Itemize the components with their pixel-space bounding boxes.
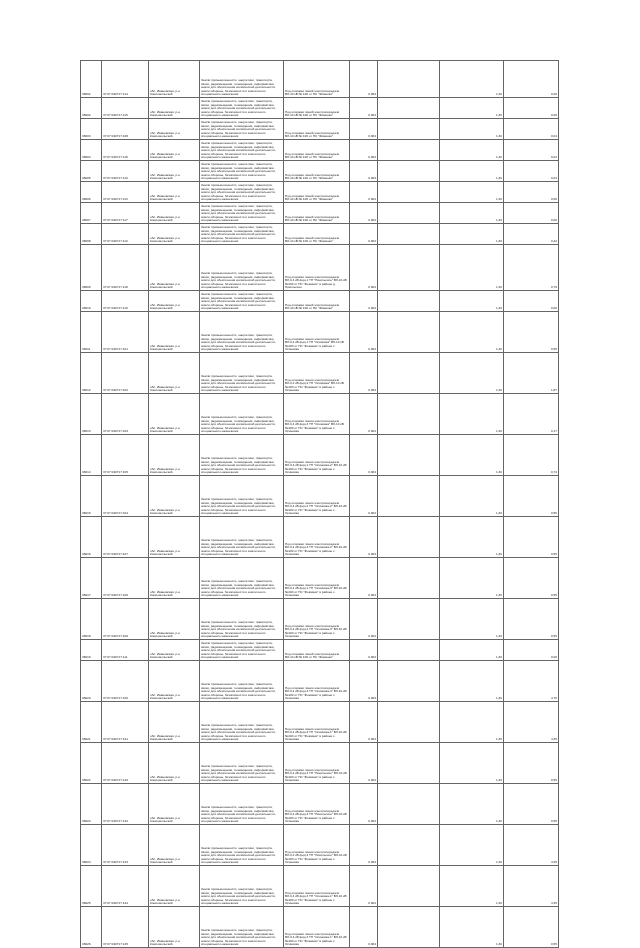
cadastral-value: 0,06	[504, 98, 559, 119]
area: 0,004	[350, 907, 378, 948]
cadastral-value: 0,55	[504, 743, 559, 784]
area: 0,004	[350, 61, 378, 98]
area: 0,004	[350, 558, 378, 599]
locality: обл. Ивановская, р-н Комсомольский	[149, 784, 200, 825]
locality: обл. Ивановская, р-н Комсомольский	[149, 907, 200, 948]
coefficient: 1,30	[440, 825, 504, 866]
table-row	[81, 119, 559, 140]
area: 0,004	[350, 476, 378, 517]
table-row	[81, 435, 559, 476]
permitted-use: Под опорами линии электропередачи ВЛ-0,4 кВ фид.2 ТП "Осиновка-3" ВЛ-10 кВ №100 от ПС "Фоминки" в районе с. Осиновка	[284, 599, 350, 640]
land-category: Земли промышленности, энергетики, транспорта, связи, радиовещания, телевидения, информатики, земли для обеспечения космической деятельности, земли обороны, безопасности и земли иного специального назначения	[200, 702, 284, 743]
coefficient: 1,30	[440, 182, 504, 203]
row-id: 38002	[81, 61, 102, 98]
cadastral-value: 0,04	[504, 140, 559, 161]
locality: обл. Ивановская, р-н Комсомольский	[149, 702, 200, 743]
locality: обл. Ивановская, р-н Комсомольский	[149, 98, 200, 119]
cadastral-number: 37:07:040717:124	[102, 866, 149, 907]
land-category: Земли промышленности, энергетики, транспорта, связи, радиовещания, телевидения, информатики, земли для обеспечения космической деятельности, земли обороны, безопасности и земли иного специального назначения	[200, 182, 284, 203]
area: 0,004	[350, 182, 378, 203]
cadastral-number: 37:07:040717:113	[102, 182, 149, 203]
locality: обл. Ивановская, р-н Комсомольский	[149, 394, 200, 435]
coefficient: 1,30	[440, 140, 504, 161]
locality: обл. Ивановская, р-н Комсомольский	[149, 182, 200, 203]
cadastral-value: 0,04	[504, 161, 559, 182]
locality: обл. Ивановская, р-н Комсомольский	[149, 558, 200, 599]
land-category: Земли промышленности, энергетики, транспорта, связи, радиовещания, телевидения, информатики, земли для обеспечения космической деятельности, земли обороны, безопасности и земли иного специального назначения	[200, 119, 284, 140]
locality: обл. Ивановская, р-н Комсомольский	[149, 291, 200, 312]
empty-cell	[378, 394, 440, 435]
permitted-use: Под опорами линии электропередачи ВЛ-0,4 кВ фид.1 ТП "Осиновка" ВЛ-10 кВ №100 от ПС "Фоминки" в районе с. Осиновка	[284, 312, 350, 353]
empty-cell	[378, 558, 440, 599]
table-row	[81, 312, 559, 353]
empty-cell	[378, 599, 440, 640]
cadastral-number: 37:07:040717:114	[102, 61, 149, 98]
cadastral-number: 37:07:040717:117	[102, 203, 149, 224]
coefficient: 1,30	[440, 245, 504, 291]
land-category: Земли промышленности, энергетики, транспорта, связи, радиовещания, телевидения, информатики, земли для обеспечения космической деятельности, земли обороны, безопасности и земли иного специального назначения	[200, 140, 284, 161]
coefficient: 1,30	[440, 743, 504, 784]
land-category: Земли промышленности, энергетики, транспорта, связи, радиовещания, телевидения, информатики, земли для обеспечения космической деятельности, земли обороны, безопасности и земли иного специального назначения	[200, 435, 284, 476]
cadastral-number: 37:07:040717:119	[102, 291, 149, 312]
cadastral-number: 37:07:040717:122	[102, 784, 149, 825]
cadastral-value: 4,35	[504, 866, 559, 907]
table-row	[81, 825, 559, 866]
table-row	[81, 224, 559, 245]
area: 0,004	[350, 435, 378, 476]
cadastral-value-table	[80, 60, 559, 948]
empty-cell	[378, 661, 440, 702]
locality: обл. Ивановская, р-н Комсомольский	[149, 599, 200, 640]
cadastral-number: 37:07:040717:120	[102, 743, 149, 784]
table-row	[81, 784, 559, 825]
cadastral-number: 37:07:040717:107	[102, 517, 149, 558]
land-category: Земли промышленности, энергетики, транспорта, связи, радиовещания, телевидения, информатики, земли для обеспечения космической деятельности, земли обороны, безопасности и земли иного специального назначения	[200, 245, 284, 291]
cadastral-number: 37:07:040717:104	[102, 476, 149, 517]
coefficient: 1,30	[440, 312, 504, 353]
permitted-use: Под опорами линий электропередачи ВЛ-10 кВ № 100 от ПС "Фоминки"	[284, 640, 350, 661]
empty-cell	[378, 203, 440, 224]
permitted-use: Под опорами линий электропередачи ВЛ-10 кВ № 100 от ПС "Фоминки"	[284, 61, 350, 98]
row-id: 38023	[81, 784, 102, 825]
empty-cell	[378, 353, 440, 394]
permitted-use: Под опорами линий электропередачи ВЛ-10 кВ № 100 от ПС "Фоминки"	[284, 203, 350, 224]
cadastral-value: 0,06	[504, 291, 559, 312]
area: 0,004	[350, 140, 378, 161]
permitted-use: Под опорами линии электропередачи ВЛ-0,4 кВ фид.3 ТП "Осиновка-1" ВЛ-10 кВ №100 от ПС "Фоминки" в районе с. Осиновка	[284, 702, 350, 743]
permitted-use: Под опорами линии электропередачи ВЛ-0,4 кВ фид.3 ТП "Осиновка-1" ВЛ-10 кВ №100 от ПС "Фоминки" в районе с. Осиновка	[284, 866, 350, 907]
land-category: Земли промышленности, энергетики, транспорта, связи, радиовещания, телевидения, информатики, земли для обеспечения космической деятельности, земли обороны, безопасности и земли иного специального назначения	[200, 866, 284, 907]
permitted-use: Под опорами линии электропередачи ВЛ-0,4 кВ фид.1 ТП "Осиновка-3" ВЛ-10 кВ №100 от ПС "Фоминки" в районе с. Осиновка	[284, 558, 350, 599]
cadastral-number: 37:07:040717:125	[102, 907, 149, 948]
area: 0,004	[350, 224, 378, 245]
cadastral-number: 37:07:040717:118	[102, 245, 149, 291]
permitted-use: Под опорами линии электропередачи ВЛ-0,4 кВ фид.2 ТП "Осиновка-2" ВЛ-10 кВ №100 от ПС "Фоминки" в районе с. Осиновка	[284, 476, 350, 517]
table-row	[81, 661, 559, 702]
cadastral-value: 4,70	[504, 661, 559, 702]
coefficient: 1,30	[440, 353, 504, 394]
cadastral-value: 0,17	[504, 394, 559, 435]
empty-cell	[378, 517, 440, 558]
cadastral-number: 37:07:040717:105	[102, 435, 149, 476]
empty-cell	[378, 245, 440, 291]
area: 0,004	[350, 825, 378, 866]
row-id: 38008	[81, 224, 102, 245]
row-id: 38012	[81, 353, 102, 394]
row-id: 38015	[81, 476, 102, 517]
locality: обл. Ивановская, р-н Комсомольский	[149, 825, 200, 866]
cadastral-value: 0,06	[504, 640, 559, 661]
land-category: Земли промышленности, энергетики, транспорта, связи, радиовещания, телевидения, информатики, земли для обеспечения космической деятельности, земли обороны, безопасности и земли иного специального назначения	[200, 599, 284, 640]
cadastral-value: 4,35	[504, 825, 559, 866]
coefficient: 1,30	[440, 702, 504, 743]
permitted-use: Под опорами линии электропередачи ВЛ-0,4 кВ фид.3 ТП "Осиновка" ВЛ-10 кВ №100 от ПС "Фоминки" в районе с. Осиновка	[284, 394, 350, 435]
land-category: Земли промышленности, энергетики, транспорта, связи, радиовещания, телевидения, информатики, земли для обеспечения космической деятельности, земли обороны, безопасности и земли иного специального назначения	[200, 291, 284, 312]
cadastral-number: 37:07:040717:108	[102, 119, 149, 140]
table-row	[81, 907, 559, 948]
cadastral-value: 0,55	[504, 558, 559, 599]
empty-cell	[378, 119, 440, 140]
area: 0,004	[350, 353, 378, 394]
cadastral-value: 4,35	[504, 702, 559, 743]
empty-cell	[378, 61, 440, 98]
row-id: 38024	[81, 825, 102, 866]
cadastral-number: 37:07:040717:123	[102, 825, 149, 866]
row-id: 38017	[81, 558, 102, 599]
cadastral-value: 0,79	[504, 245, 559, 291]
locality: обл. Ивановская, р-н Комсомольский	[149, 743, 200, 784]
permitted-use: Под опорами линий электропередачи ВЛ-10 кВ № 100 от ПС "Фоминки"	[284, 140, 350, 161]
permitted-use: Под опорами линии электропередачи ВЛ-0,4 кВ фид.2 ТП "Осиновка" ВЛ-10 кВ №100 от ПС "Фоминки" в районе с. Осиновка	[284, 353, 350, 394]
cadastral-value: 1,87	[504, 353, 559, 394]
area: 0,004	[350, 245, 378, 291]
locality: обл. Ивановская, р-н Комсомольский	[149, 119, 200, 140]
row-id: 38004	[81, 140, 102, 161]
table-row	[81, 743, 559, 784]
cadastral-value: 0,04	[504, 119, 559, 140]
table-row	[81, 599, 559, 640]
area: 0,004	[350, 866, 378, 907]
cadastral-number: 37:07:040717:110	[102, 161, 149, 182]
coefficient: 1,30	[440, 558, 504, 599]
coefficient: 1,30	[440, 119, 504, 140]
cadastral-value: 0,55	[504, 312, 559, 353]
permitted-use: Под опорами линий электропередачи ВЛ-10 кВ № 100 от ПС "Фоминки"	[284, 119, 350, 140]
table-row	[81, 245, 559, 291]
row-id: 38005	[81, 161, 102, 182]
locality: обл. Ивановская, р-н Комсомольский	[149, 161, 200, 182]
row-id: 38025	[81, 866, 102, 907]
locality: обл. Ивановская, р-н Комсомольский	[149, 312, 200, 353]
locality: обл. Ивановская, р-н Комсомольский	[149, 476, 200, 517]
empty-cell	[378, 825, 440, 866]
empty-cell	[378, 140, 440, 161]
table-row	[81, 866, 559, 907]
row-id: 38009	[81, 245, 102, 291]
empty-cell	[378, 784, 440, 825]
cadastral-number: 37:07:040717:106	[102, 558, 149, 599]
row-id: 38022	[81, 743, 102, 784]
table-row	[81, 291, 559, 312]
empty-cell	[378, 312, 440, 353]
land-category: Земли промышленности, энергетики, транспорта, связи, радиовещания, телевидения, информатики, земли для обеспечения космической деятельности, земли обороны, безопасности и земли иного специального назначения	[200, 61, 284, 98]
coefficient: 1,30	[440, 866, 504, 907]
cadastral-value: 0,55	[504, 476, 559, 517]
row-id: 38006	[81, 182, 102, 203]
row-id: 38002	[81, 98, 102, 119]
coefficient: 1,30	[440, 394, 504, 435]
coefficient: 1,30	[440, 661, 504, 702]
row-id: 38011	[81, 312, 102, 353]
permitted-use: Под опорами линии электропередачи ВЛ-0,4 кВ фид.1 ТП "Осиновка-2" ВЛ-10 кВ №100 от ПС "Фоминки" в районе с. Осиновка	[284, 435, 350, 476]
cadastral-number: 37:07:040717:111	[102, 640, 149, 661]
cadastral-number: 37:07:040717:101	[102, 312, 149, 353]
permitted-use: Под опорами линии электропередачи ВЛ-0,4 кВ фид.3 ТП "Осиновка-2" ВЛ-10 кВ №100 от ПС "Фоминки" в районе с. Осиновка	[284, 517, 350, 558]
table-row	[81, 140, 559, 161]
land-category: Земли промышленности, энергетики, транспорта, связи, радиовещания, телевидения, информатики, земли для обеспечения космической деятельности, земли обороны, безопасности и земли иного специального назначения	[200, 784, 284, 825]
area: 0,004	[350, 784, 378, 825]
area: 0,004	[350, 312, 378, 353]
cadastral-number: 37:07:040717:103	[102, 394, 149, 435]
cadastral-value: 0,42	[504, 224, 559, 245]
cadastral-number: 37:07:040717:116	[102, 140, 149, 161]
area: 0,004	[350, 517, 378, 558]
row-id: 38018	[81, 599, 102, 640]
permitted-use: Под опорами линии электропередачи ВЛ-0,4 кВ фид.1 ТП "Никольское" ВЛ-10 кВ №100 от ПС "Фоминки" в районе д. Никольское	[284, 245, 350, 291]
row-id: 38003	[81, 119, 102, 140]
land-category: Земли промышленности, энергетики, транспорта, связи, радиовещания, телевидения, информатики, земли для обеспечения космической деятельности, земли обороны, безопасности и земли иного специального назначения	[200, 203, 284, 224]
permitted-use: Под опорами линий электропередачи ВЛ-10 кВ № 100 от ПС "Фоминки"	[284, 161, 350, 182]
permitted-use: Под опорами линии электропередачи ВЛ-0,4 кВ фид.3 ТП "Осиновка-3" ВЛ-10 кВ №100 от ПС "Фоминки" в районе с. Осиновка	[284, 661, 350, 702]
area: 0,004	[350, 98, 378, 119]
cadastral-value: 0,06	[504, 61, 559, 98]
cadastral-number: 37:07:040717:102	[102, 353, 149, 394]
row-id: 38013	[81, 394, 102, 435]
land-category: Земли промышленности, энергетики, транспорта, связи, радиовещания, телевидения, информатики, земли для обеспечения космической деятельности, земли обороны, безопасности и земли иного специального назначения	[200, 825, 284, 866]
locality: обл. Ивановская, р-н Комсомольский	[149, 517, 200, 558]
coefficient: 1,30	[440, 203, 504, 224]
row-id: 38021	[81, 702, 102, 743]
row-id: 38020	[81, 661, 102, 702]
row-id: 38019	[81, 640, 102, 661]
empty-cell	[378, 161, 440, 182]
land-category: Земли промышленности, энергетики, транспорта, связи, радиовещания, телевидения, информатики, земли для обеспечения космической деятельности, земли обороны, безопасности и земли иного специального назначения	[200, 743, 284, 784]
coefficient: 1,30	[440, 98, 504, 119]
area: 0,004	[350, 599, 378, 640]
locality: обл. Ивановская, р-н Комсомольский	[149, 353, 200, 394]
area: 0,004	[350, 702, 378, 743]
cadastral-number: 37:07:040717:115	[102, 98, 149, 119]
table-row	[81, 476, 559, 517]
permitted-use: Под опорами линий электропередачи ВЛ-10 кВ № 100 от ПС "Фоминки"	[284, 98, 350, 119]
area: 0,004	[350, 291, 378, 312]
table-row	[81, 61, 559, 98]
table-row	[81, 203, 559, 224]
row-id: 38016	[81, 517, 102, 558]
land-category: Земли промышленности, энергетики, транспорта, связи, радиовещания, телевидения, информатики, земли для обеспечения космической деятельности, земли обороны, безопасности и земли иного специального назначения	[200, 476, 284, 517]
table-row	[81, 517, 559, 558]
cadastral-value: 0,55	[504, 599, 559, 640]
empty-cell	[378, 640, 440, 661]
cadastral-value: 0,06	[504, 182, 559, 203]
coefficient: 1,30	[440, 599, 504, 640]
locality: обл. Ивановская, р-н Комсомольский	[149, 661, 200, 702]
coefficient: 1,30	[440, 476, 504, 517]
permitted-use: Под опорами линии электропередачи ВЛ-0,4 кВ фид.3 ТП "Никольское" ВЛ-10 кВ №100 от ПС "Фоминки" в районе с. Осиновка	[284, 784, 350, 825]
locality: обл. Ивановская, р-н Комсомольский	[149, 203, 200, 224]
table-row	[81, 640, 559, 661]
cadastral-number: 37:07:040717:109	[102, 599, 149, 640]
locality: обл. Ивановская, р-н Комсомольский	[149, 435, 200, 476]
empty-cell	[378, 866, 440, 907]
cadastral-number: 37:07:040717:112	[102, 224, 149, 245]
permitted-use: Под опорами линии электропередачи ВЛ-0,4 кВ фид.3 ТП "Никольское" ВЛ-10 кВ №100 от ПС "Фоминки" в районе с. Осиновка	[284, 825, 350, 866]
coefficient: 1,30	[440, 61, 504, 98]
land-category: Земли промышленности, энергетики, транспорта, связи, радиовещания, телевидения, информатики, земли для обеспечения космической деятельности, земли обороны, безопасности и земли иного специального назначения	[200, 312, 284, 353]
land-category: Земли промышленности, энергетики, транспорта, связи, радиовещания, телевидения, информатики, земли для обеспечения космической деятельности, земли обороны, безопасности и земли иного специального назначения	[200, 224, 284, 245]
permitted-use: Под опорами линий электропередачи ВЛ-10 кВ № 100 от ПС "Фоминки"	[284, 224, 350, 245]
table-row	[81, 702, 559, 743]
table-body	[81, 61, 559, 948]
land-category: Земли промышленности, энергетики, транспорта, связи, радиовещания, телевидения, информатики, земли для обеспечения космической деятельности, земли обороны, безопасности и земли иного специального назначения	[200, 98, 284, 119]
permitted-use: Под опорами линий электропередачи ВЛ-10 кВ № 100 от ПС "Фоминки"	[284, 182, 350, 203]
row-id: 38007	[81, 203, 102, 224]
coefficient: 1,30	[440, 224, 504, 245]
empty-cell	[378, 907, 440, 948]
row-id: 38014	[81, 435, 102, 476]
area: 0,004	[350, 743, 378, 784]
cadastral-value: 0,55	[504, 907, 559, 948]
locality: обл. Ивановская, р-н Комсомольский	[149, 224, 200, 245]
locality: обл. Ивановская, р-н Комсомольский	[149, 245, 200, 291]
coefficient: 1,30	[440, 435, 504, 476]
area: 0,004	[350, 394, 378, 435]
land-category: Земли промышленности, энергетики, транспорта, связи, радиовещания, телевидения, информатики, земли для обеспечения космической деятельности, земли обороны, безопасности и земли иного специального назначения	[200, 394, 284, 435]
coefficient: 1,30	[440, 784, 504, 825]
empty-cell	[378, 224, 440, 245]
coefficient: 1,30	[440, 161, 504, 182]
land-category: Земли промышленности, энергетики, транспорта, связи, радиовещания, телевидения, информатики, земли для обеспечения космической деятельности, земли обороны, безопасности и земли иного специального назначения	[200, 640, 284, 661]
cadastral-value: 0,06	[504, 203, 559, 224]
row-id: 38010	[81, 291, 102, 312]
area: 0,004	[350, 640, 378, 661]
empty-cell	[378, 743, 440, 784]
locality: обл. Ивановская, р-н Комсомольский	[149, 640, 200, 661]
coefficient: 1,30	[440, 291, 504, 312]
coefficient: 1,30	[440, 907, 504, 948]
coefficient: 1,30	[440, 640, 504, 661]
empty-cell	[378, 476, 440, 517]
land-category: Земли промышленности, энергетики, транспорта, связи, радиовещания, телевидения, информатики, земли для обеспечения космической деятельности, земли обороны, безопасности и земли иного специального назначения	[200, 517, 284, 558]
table-row	[81, 182, 559, 203]
cadastral-value: 0,55	[504, 784, 559, 825]
empty-cell	[378, 435, 440, 476]
locality: обл. Ивановская, р-н Комсомольский	[149, 866, 200, 907]
table-row	[81, 161, 559, 182]
area: 0,004	[350, 203, 378, 224]
cadastral-value: 0,55	[504, 517, 559, 558]
land-category: Земли промышленности, энергетики, транспорта, связи, радиовещания, телевидения, информатики, земли для обеспечения космической деятельности, земли обороны, безопасности и земли иного специального назначения	[200, 161, 284, 182]
permitted-use: Под опорами линии электропередачи ВЛ-0,4 кВ фид.3 ТП "Никольское" ВЛ-10 кВ №100 от ПС "Фоминки" в районе с. Осиновка	[284, 743, 350, 784]
empty-cell	[378, 182, 440, 203]
permitted-use: Под опорами линии электропередачи ВЛ-0,4 кВ фид.3 ТП "Осиновка-1" ВЛ-10 кВ №100 от ПС "Фоминки" в районе с. Осиновка	[284, 907, 350, 948]
table-row	[81, 98, 559, 119]
permitted-use: Под опорами линий электропередачи ВЛ-10 кВ № 100 от ПС "Фоминки"	[284, 291, 350, 312]
coefficient: 1,30	[440, 517, 504, 558]
table-row	[81, 558, 559, 599]
land-category: Земли промышленности, энергетики, транспорта, связи, радиовещания, телевидения, информатики, земли для обеспечения космической деятельности, земли обороны, безопасности и земли иного специального назначения	[200, 907, 284, 948]
empty-cell	[378, 702, 440, 743]
locality: обл. Ивановская, р-н Комсомольский	[149, 140, 200, 161]
row-id: 38026	[81, 907, 102, 948]
area: 0,004	[350, 161, 378, 182]
cadastral-number: 37:07:040717:121	[102, 702, 149, 743]
area: 0,004	[350, 661, 378, 702]
land-category: Земли промышленности, энергетики, транспорта, связи, радиовещания, телевидения, информатики, земли для обеспечения космической деятельности, земли обороны, безопасности и земли иного специального назначения	[200, 353, 284, 394]
cadastral-value: 0,74	[504, 435, 559, 476]
empty-cell	[378, 291, 440, 312]
cadastral-number: 37:07:040717:100	[102, 661, 149, 702]
land-category: Земли промышленности, энергетики, транспорта, связи, радиовещания, телевидения, информатики, земли для обеспечения космической деятельности, земли обороны, безопасности и земли иного специального назначения	[200, 661, 284, 702]
table-row	[81, 353, 559, 394]
locality: обл. Ивановская, р-н Комсомольский	[149, 61, 200, 98]
table-row	[81, 394, 559, 435]
empty-cell	[378, 98, 440, 119]
land-category: Земли промышленности, энергетики, транспорта, связи, радиовещания, телевидения, информатики, земли для обеспечения космической деятельности, земли обороны, безопасности и земли иного специального назначения	[200, 558, 284, 599]
area: 0,004	[350, 119, 378, 140]
